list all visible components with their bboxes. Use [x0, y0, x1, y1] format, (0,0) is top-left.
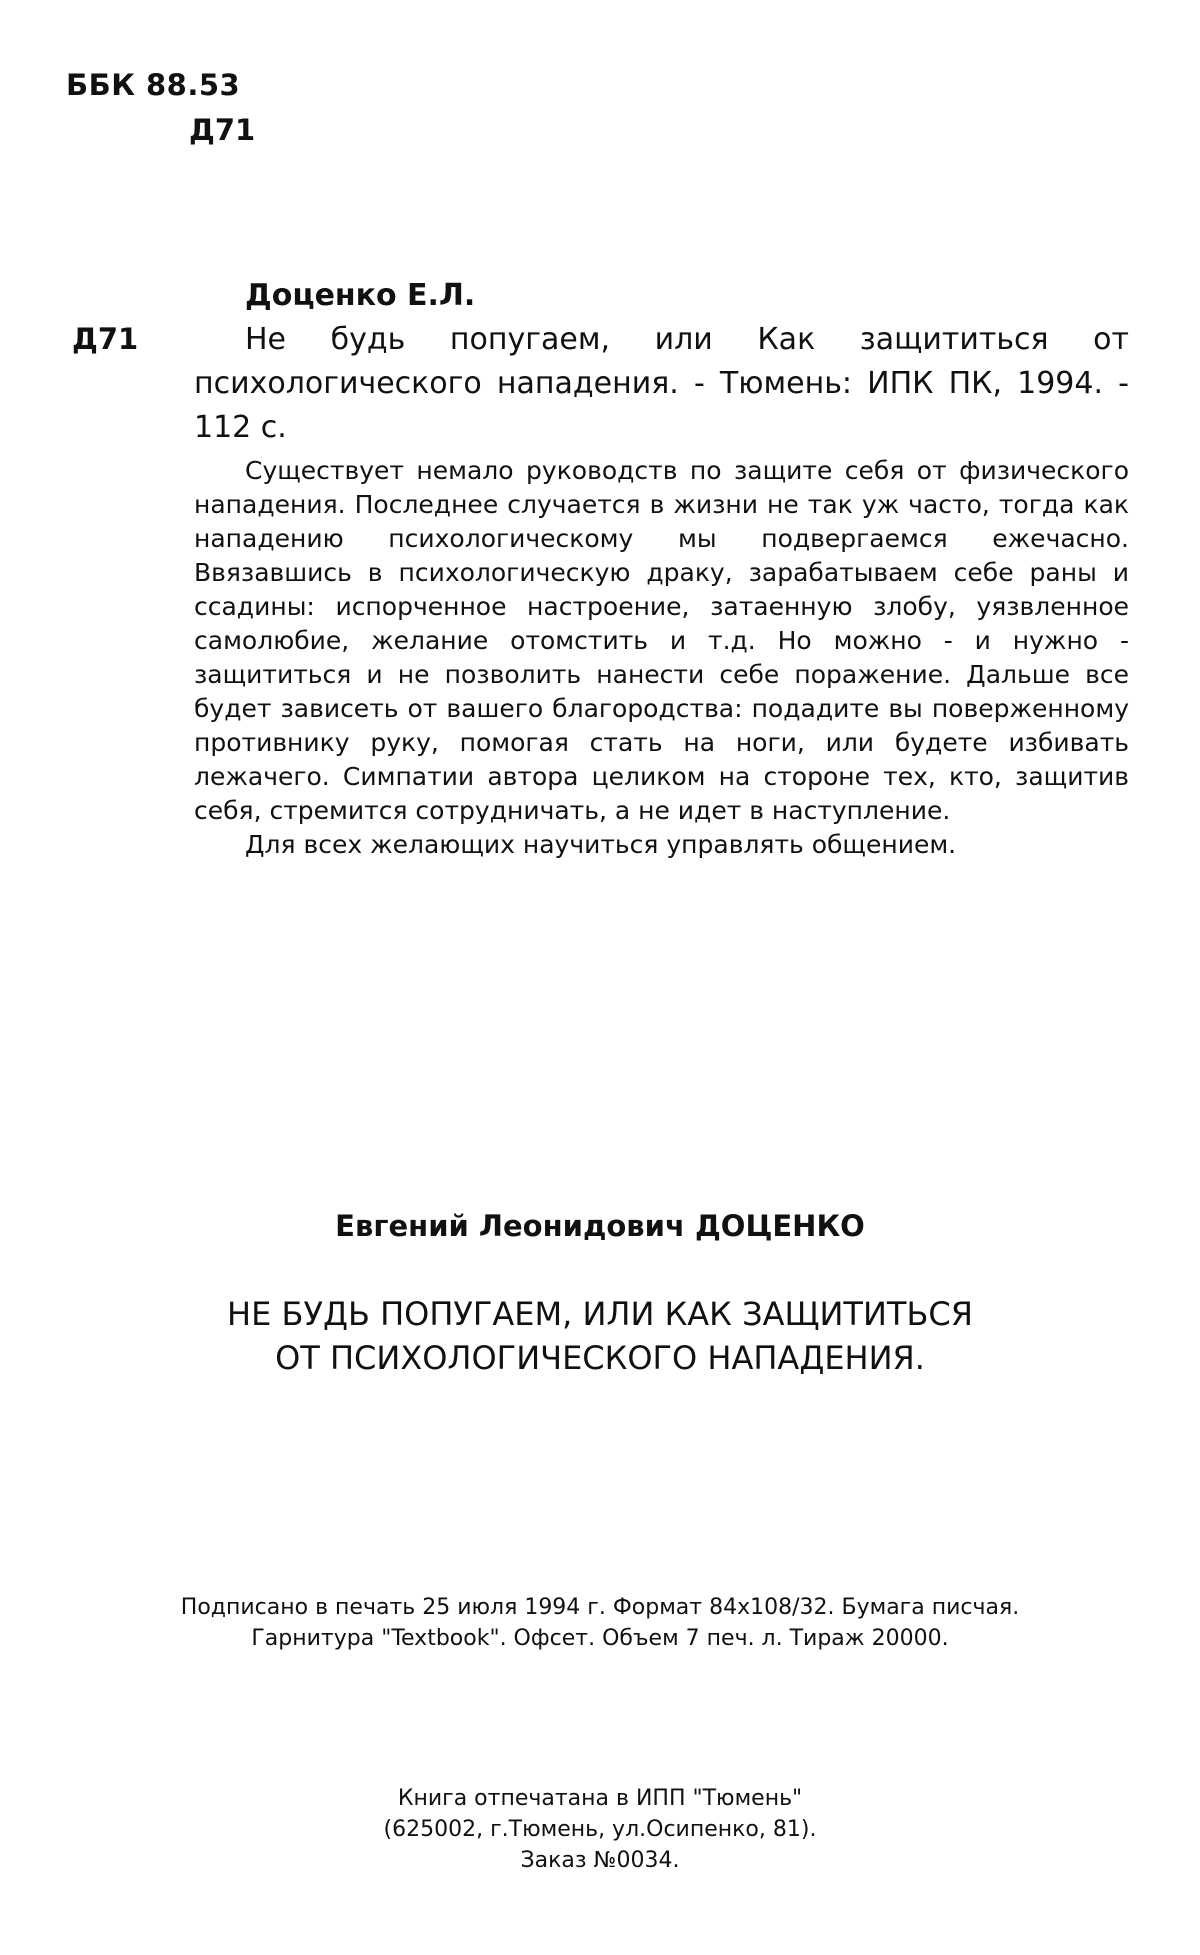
abstract-paragraph: Для всех желающих научиться управлять общением.: [245, 830, 957, 859]
imprint-line: Гарнитура "Textbook". Офсет. Объем 7 печ. л. Тираж 20000.: [251, 1626, 949, 1651]
printer-line: Заказ №0034.: [520, 1848, 680, 1873]
printer-block: [0, 1783, 1200, 1876]
book-title: [0, 1292, 1200, 1380]
imprint-block: [0, 1592, 1200, 1654]
book-title-line: ОТ ПСИХОЛОГИЧЕСКОГО НАПАДЕНИЯ.: [275, 1339, 925, 1377]
printer-line: (625002, г.Тюмень, ул.Осипенко, 81).: [383, 1817, 817, 1842]
abstract: [194, 454, 1129, 862]
author-mark-code: Д71: [189, 113, 256, 147]
abstract-paragraph: Существует немало руководств по защите себя от физического нападения. Последнее случается в жизни не так уж часто, тогда как нападению психологическому мы подвергаемся ежечасно. Ввязавшись в психологическую драку, зарабатываем себе раны и ссадины: испорченное настроение, затаенную злобу, уязвленное самолюбие, желание отомстить и т.д. Но можно - и нужно - защититься и не позволить нанести себе поражение. Дальше все будет зависеть от вашего благородства: подадите вы поверженному противнику руку, помогая стать на ноги, или будете избивать лежачего. Симпатии автора целиком на стороне тех, кто, защитив себя, стремится сотрудничать, а не идет в наступление.: [194, 456, 1129, 825]
book-title-line: НЕ БУДЬ ПОПУГАЕМ, ИЛИ КАК ЗАЩИТИТЬСЯ: [227, 1295, 973, 1333]
author-full-name: Евгений Леонидович ДОЦЕНКО: [335, 1209, 865, 1243]
bbk-classification: ББК 88.53: [66, 68, 241, 102]
bibliographic-entry: Не будь попугаем, или Как защититься от психологического нападения. - Тюмень: ИПК ПК, 1994. - 112 с.: [194, 322, 1129, 445]
author-short-name: Доценко Е.Л.: [245, 278, 476, 313]
printer-line: Книга отпечатана в ИПП "Тюмень": [397, 1786, 803, 1811]
imprint-line: Подписано в печать 25 июля 1994 г. Формат 84х108/32. Бумага писчая.: [180, 1595, 1020, 1620]
side-author-mark: Д71: [72, 322, 139, 356]
